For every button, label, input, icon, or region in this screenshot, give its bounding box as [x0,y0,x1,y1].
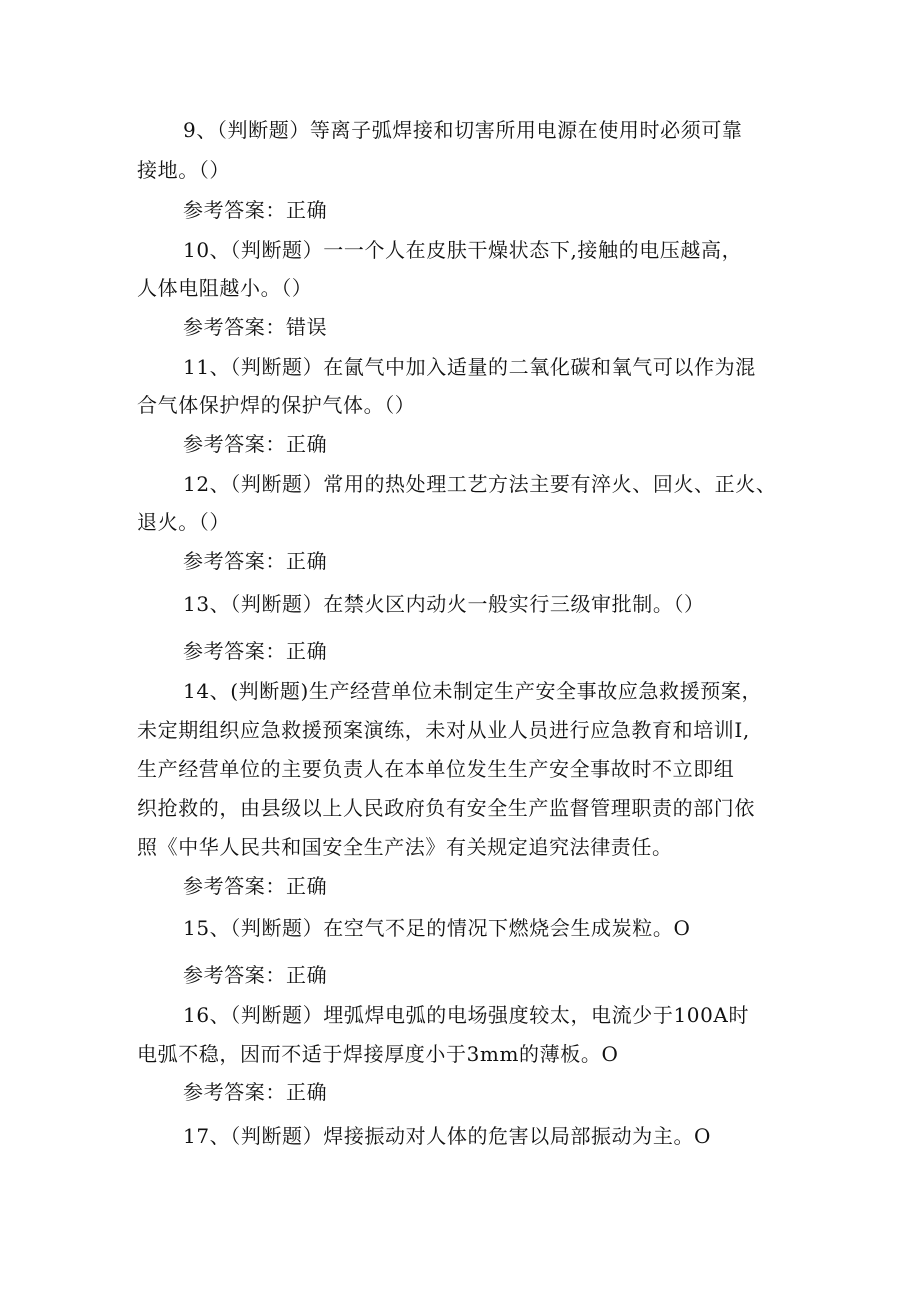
question-14-line-3: 生产经营单位的主要负责人在本单位发生生产安全事故时不立即组 [137,757,735,781]
answer-15: 参考答案：正确 [183,963,328,987]
answer-10: 参考答案：错误 [183,315,328,339]
question-12-line-2: 退火。（） [137,510,230,534]
question-14-line-2: 未定期组织应急救援预案演练，未对从业人员进行应急教育和培训I, [137,718,750,742]
question-12-line-1: 12、（判断题）常用的热处理工艺方法主要有淬火、回火、正火、 [183,472,777,496]
question-9-line-1: 9、（判断题）等离子弧焊接和切害所用电源在使用时必须可靠 [183,118,743,142]
answer-9: 参考答案：正确 [183,198,328,222]
question-16-line-2: 电弧不稳，因而不适于焊接厚度小于3mm的薄板。O [137,1042,619,1066]
question-10-line-2: 人体电阻越小。（） [137,276,313,300]
answer-12: 参考答案：正确 [183,549,328,573]
question-13-line-1: 13、（判断题）在禁火区内动火一般实行三级审批制。（） [183,592,705,616]
answer-13: 参考答案：正确 [183,639,328,663]
answer-16: 参考答案：正确 [183,1080,328,1104]
question-17-line-1: 17、（判断题）焊接振动对人体的危害以局部振动为主。O [183,1124,712,1148]
answer-14: 参考答案：正确 [183,874,328,898]
question-14-line-5: 照《中华人民共和国安全生产法》有关规定追究法律责任。 [137,835,673,859]
question-16-line-1: 16、（判断题）埋弧焊电弧的电场强度较太，电流少于100A时 [183,1003,750,1027]
answer-11: 参考答案：正确 [183,432,328,456]
question-14-line-4: 织抢救的，由县级以上人民政府负有安全生产监督管理职责的部门依 [137,796,755,820]
question-10-line-1: 10、（判断题）一一个人在皮肤干燥状态下,接触的电压越高， [183,238,743,262]
question-14-line-1: 14、(判断题)生产经营单位未制定生产安全事故应急救援预案， [183,679,763,703]
question-11-line-2: 合气体保护焊的保护气体。（） [137,393,416,417]
question-11-line-1: 11、（判断题）在氤气中加入适量的二氧化碳和氧气可以作为混 [183,355,756,379]
question-9-line-2: 接地。（） [137,158,230,182]
question-15-line-1: 15、（判断题）在空气不足的情况下燃烧会生成炭粒。O [183,916,691,940]
